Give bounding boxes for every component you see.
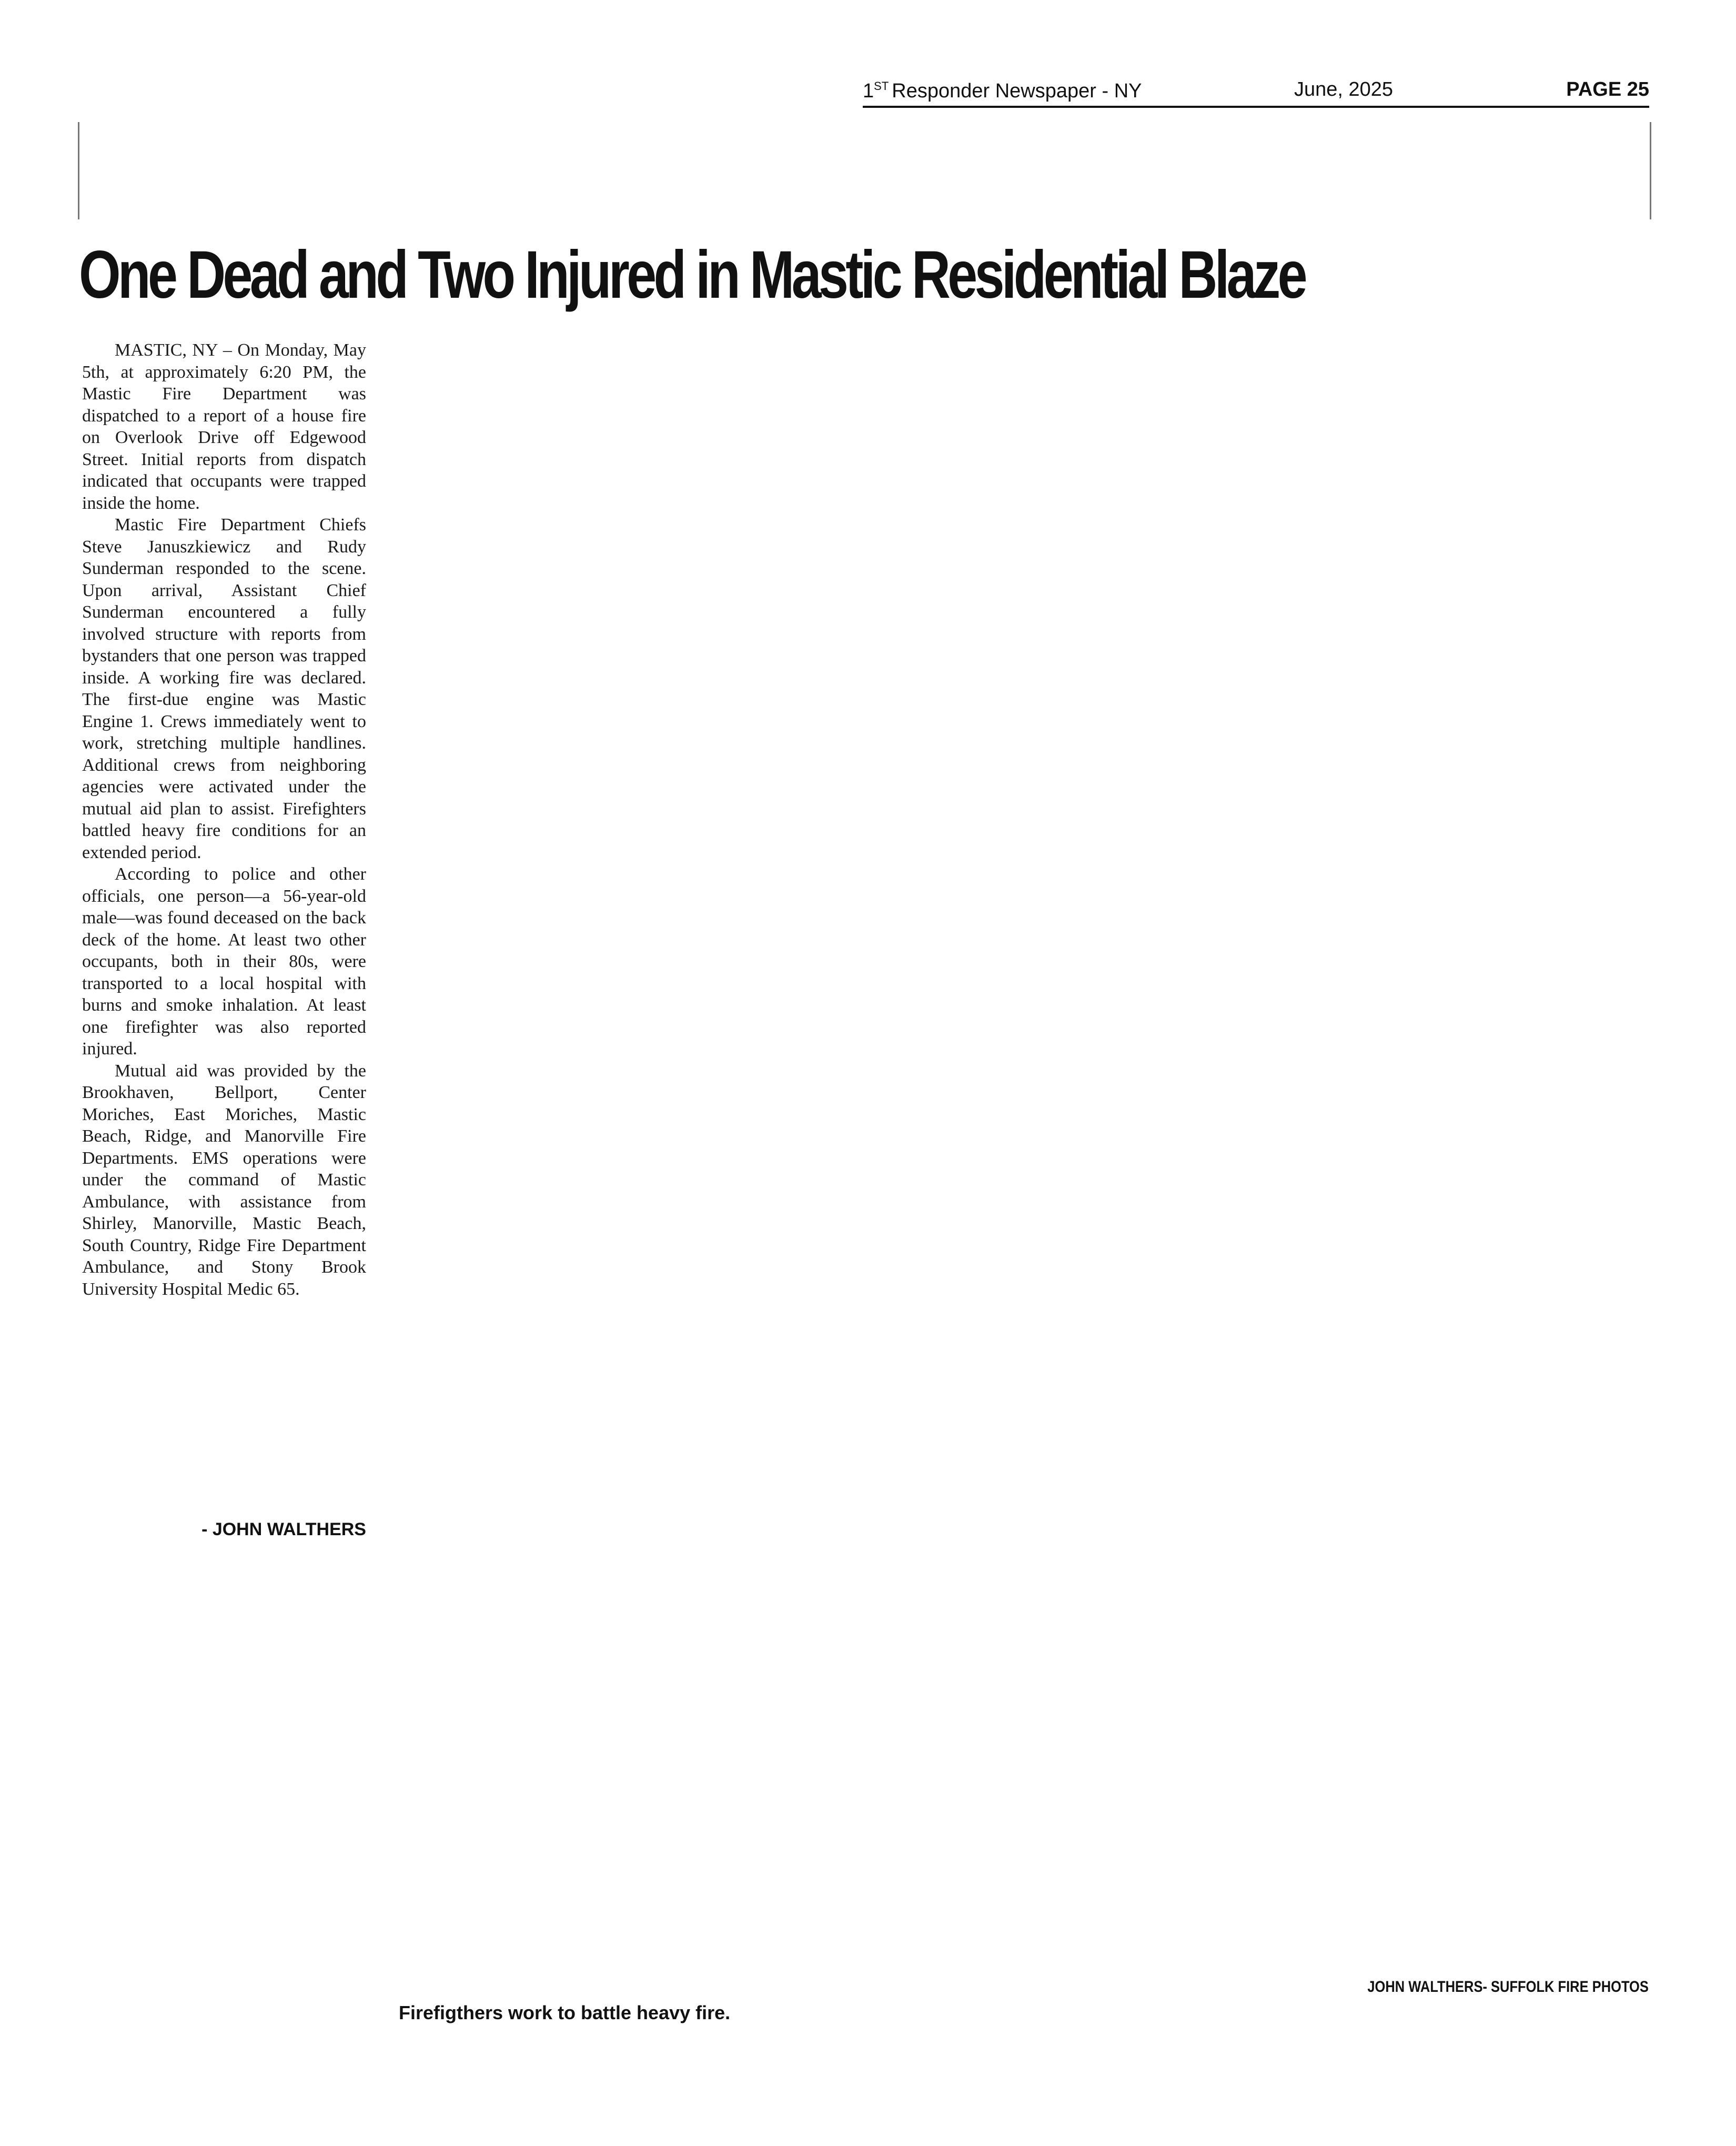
photo-credit: JOHN WALTHERS- SUFFOLK FIRE PHOTOS <box>1367 1978 1649 1996</box>
article-paragraph-1: MASTIC, NY – On Monday, May 5th, at approximately 6:20 PM, the Mastic Fire Department was dispatched to a report of a house fire on Overlook Drive off Edgewood Street. Initial reports from dispatch indicated that occupants were trapped inside the home. <box>82 340 366 513</box>
article-paragraph-2: Mastic Fire Department Chiefs Steve Januszkiewicz and Rudy Sunderman responded to the scene. Upon arrival, Assistant Chief Sunderman encountered a fully involved structure with reports from bystanders that one person was trapped inside. A working fire was declared. The first-due engine was Mastic Engine 1. Crews immediately went to work, stretching multiple handlines. Additional crews from neighboring agencies were activated under the mutual aid plan to assist. Firefighters battled heavy fire conditions for an extended period. <box>82 515 366 862</box>
newspaper-name <box>863 79 1142 103</box>
page-header <box>863 76 1649 108</box>
article-headline: One Dead and Two Injured in Mastic Residential Blaze <box>79 237 1305 313</box>
newspaper-name-number: 1 <box>863 80 874 102</box>
left-margin-rule <box>78 122 79 219</box>
page-number: PAGE 25 <box>1566 78 1649 100</box>
article-paragraph-3: According to police and other officials, one person—a 56-year-old male—was found deceased on the back deck of the home. At least two other occupants, both in their 80s, were transported to a local hospital with burns and smoke inhalation. At least one firefighter was also reported injured. <box>82 864 366 1059</box>
article-body <box>82 339 366 1300</box>
photo-caption: Firefigthers work to battle heavy fire. <box>399 2002 731 2023</box>
article-byline: - JOHN WALTHERS <box>201 1519 366 1539</box>
issue-date: June, 2025 <box>1294 78 1394 100</box>
newspaper-name-text: Responder Newspaper - NY <box>892 80 1142 102</box>
newspaper-name-superscript: ST <box>874 79 889 93</box>
right-margin-rule <box>1650 122 1651 219</box>
article-paragraph-4: Mutual aid was provided by the Brookhaven, Bellport, Center Moriches, East Moriches, Mastic Beach, Ridge, and Manorville Fire Departments. EMS operations were under the command of Mastic Ambulance, with assistance from Shirley, Manorville, Mastic Beach, South Country, Ridge Fire Department Ambulance, and Stony Brook University Hospital Medic 65. <box>82 1061 366 1299</box>
